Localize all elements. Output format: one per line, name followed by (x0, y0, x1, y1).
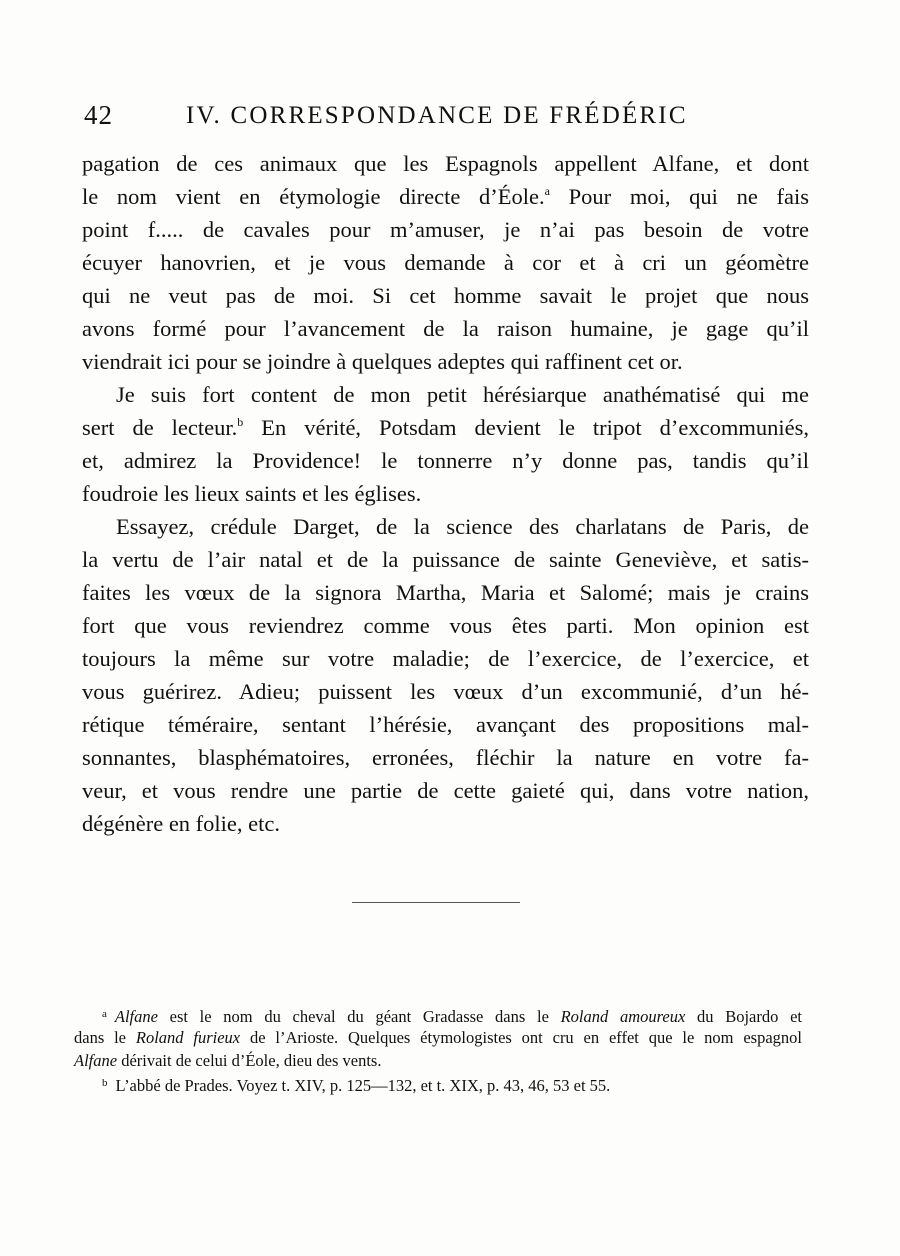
footnote-letter: b (102, 1077, 108, 1089)
footnote-b (74, 1072, 802, 1095)
text-line: faites les vœux de la signora Martha, Maria et Salomé; mais je crains (82, 580, 809, 605)
footnote-segment: dans le (74, 1028, 136, 1047)
text-segment: le nom vient en étymologie directe d’Éole. (82, 184, 545, 209)
text-line: veur, et vous rendre une partie de cette gaieté qui, dans votre nation, (82, 778, 809, 803)
running-title: IV. CORRESPONDANCE DE FRÉDÉRIC (186, 102, 688, 129)
footnote-segment: Roland amoureux (560, 1007, 686, 1026)
paragraph-2 (82, 378, 809, 510)
page-number: 42 (84, 100, 113, 130)
footnote-segment: Alfane (74, 1051, 118, 1070)
text-segment: Pour moi, qui ne fais (549, 184, 809, 209)
footnote-segment: dérivait de celui d’Éole, dieu des vents. (117, 1051, 382, 1070)
footnote-segment: Alfane (114, 1007, 158, 1026)
letter-body (82, 147, 809, 840)
text-line: sonnantes, blasphématoires, erronées, fléchir la nature en votre fa- (82, 745, 809, 770)
text-line: Essayez, crédule Darget, de la science des charlatans de Paris, de (116, 514, 809, 539)
text-line: la vertu de l’air natal et de la puissance de sainte Geneviève, et satis- (82, 547, 809, 572)
footnote-a (74, 1003, 802, 1026)
footnote-ref-a[interactable]: a (544, 184, 550, 198)
text-line: Je suis fort content de mon petit hérésiarque anathématisé qui me (116, 382, 809, 407)
text-segment: sert de lecteur. (82, 415, 238, 440)
text-line (82, 411, 809, 444)
running-head (84, 100, 824, 140)
paragraph-3 (82, 510, 809, 840)
text-line: toujours la même sur votre maladie; de l’exercice, de l’exercice, et (82, 646, 809, 671)
footnotes (74, 1003, 802, 1095)
footnote-line (74, 1049, 802, 1072)
text-line: viendrait ici pour se joindre à quelques adeptes qui raffinent cet or. (82, 349, 683, 374)
text-line: foudroie les lieux saints et les églises. (82, 481, 422, 506)
section-divider (352, 902, 520, 903)
text-line: avons formé pour l’avancement de la raison humaine, je gage qu’il (82, 316, 809, 341)
text-line: vous guérirez. Adieu; puissent les vœux d’un excommunié, d’un hé- (82, 679, 809, 704)
footnote-segment: Roland furieux (135, 1028, 241, 1047)
text-line: dégénère en folie, etc. (82, 811, 281, 836)
text-line: fort que vous reviendrez comme vous êtes parti. Mon opinion est (82, 613, 809, 638)
text-segment: En vérité, Potsdam devient le tripot d’excommuniés, (243, 415, 809, 440)
text-line: et, admirez la Providence! le tonnerre n’y donne pas, tandis qu’il (82, 448, 809, 473)
footnote-ref-b[interactable]: b (237, 415, 244, 429)
text-line: pagation de ces animaux que les Espagnols appellent Alfane, et dont (82, 151, 809, 176)
footnote-segment: du Bojardo et (685, 1007, 802, 1026)
footnote-line (74, 1026, 802, 1049)
paragraph-1 (82, 147, 809, 378)
text-line (82, 180, 809, 213)
footnote-segment: de l’Arioste. Quelques étymologistes ont cru en effet que le nom espagnol (240, 1028, 802, 1047)
text-line: écuyer hanovrien, et je vous demande à cor et à cri un géomètre (82, 250, 809, 275)
footnote-segment: L’abbé de Prades. Voyez t. XIV, p. 125—132, et t. XIX, p. 43, 46, 53 et 55. (115, 1076, 611, 1095)
text-line: point f..... de cavales pour m’amuser, je n’ai pas besoin de votre (82, 217, 809, 242)
text-line: rétique téméraire, sentant l’hérésie, avançant des propositions mal- (82, 712, 809, 737)
text-line: qui ne veut pas de moi. Si cet homme savait le projet que nous (82, 283, 809, 308)
footnote-segment: est le nom du cheval du géant Gradasse dans le (157, 1007, 561, 1026)
footnote-letter: a (102, 1008, 107, 1020)
